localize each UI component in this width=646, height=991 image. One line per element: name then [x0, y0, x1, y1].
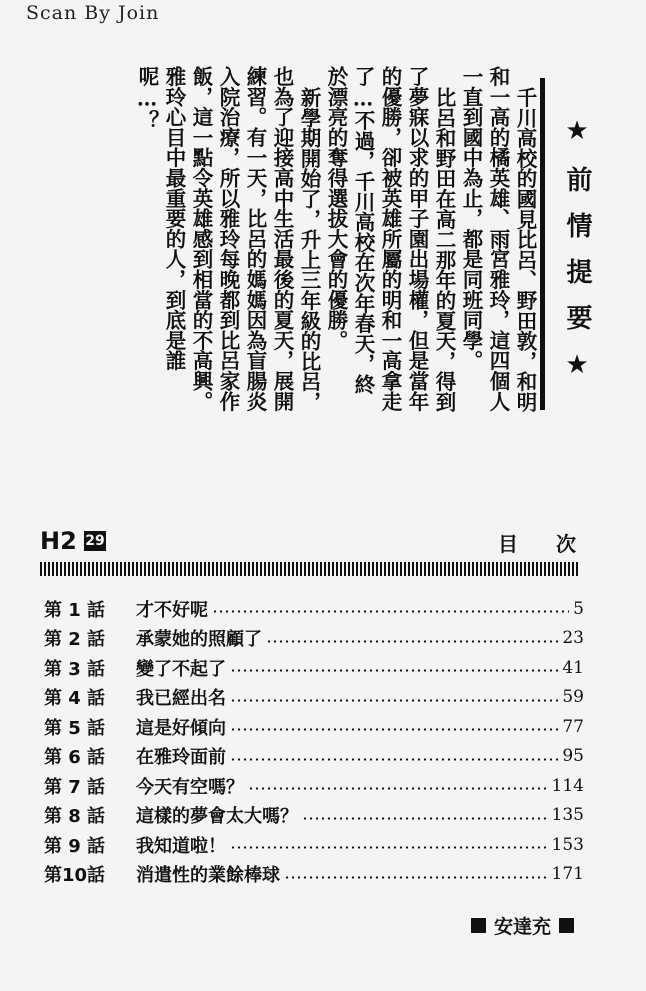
episode-number: 第 9 話 [44, 835, 106, 857]
synopsis-paragraph: 比呂和野田在高二那年的夏天，得到了夢寐以求的甲子園出場權，但是當年的優勝，卻被英雄所屬的明和一高拿走了…不過，千川高校在次年春天，終於漂亮的奪得選拔大會的優勝。 [324, 66, 456, 412]
episode-title: 變了不起了 [136, 658, 226, 680]
episode-number: 第 3 話 [44, 658, 106, 680]
episode-page: 41 [562, 657, 584, 678]
dot-leader [212, 610, 569, 613]
author-credit [463, 912, 582, 939]
volume-badge: 29 [85, 533, 105, 549]
episode-title: 這是好傾向 [136, 717, 226, 739]
toc-entry[interactable] [44, 830, 584, 860]
episode-number: 第10話 [44, 865, 106, 887]
toc-entry[interactable] [44, 712, 584, 742]
episode-page: 171 [551, 864, 584, 885]
dot-leader [284, 876, 548, 879]
episode-number: 第 4 話 [44, 688, 106, 710]
episode-page: 135 [551, 805, 584, 826]
dot-leader [266, 640, 558, 643]
episode-page: 95 [562, 746, 584, 767]
toc-entry[interactable] [44, 742, 584, 772]
episode-title: 在雅玲面前 [136, 747, 226, 769]
episode-page: 23 [562, 628, 584, 649]
square-bullet-icon [559, 918, 574, 933]
episode-title: 這樣的夢會太大嗎？ [136, 806, 298, 828]
episode-title: 承蒙她的照顧了 [136, 629, 262, 651]
synopsis-paragraph: 新學期開始了，升上三年級的比呂，也為了迎接高中生活最後的夏天，展開練習。有一天，比呂的媽媽因為盲腸炎入院治療，所以雅玲每晚都到比呂家作飯，這一點令英雄感到相當的不高興。雅玲心目中最重要的人，到底是誰呢…？ [135, 66, 321, 412]
episode-page: 153 [551, 834, 584, 855]
synopsis-paragraph: 千川高校的國見比呂、野田敦，和明和一高的橘英雄、雨宮雅玲，這四個人一直到國中為止，都是同班同學。 [459, 66, 537, 412]
episode-number: 第 1 話 [44, 599, 106, 621]
toc-entry[interactable] [44, 653, 584, 683]
synopsis-text [50, 66, 538, 414]
author-name: 安達充 [493, 916, 551, 938]
dot-leader [230, 846, 548, 849]
table-of-contents [44, 594, 584, 889]
episode-number: 第 6 話 [44, 747, 106, 769]
toc-entry[interactable] [44, 860, 584, 890]
episode-number: 第 8 話 [44, 806, 106, 828]
episode-page: 77 [562, 716, 584, 737]
synopsis-title: ★前情提要★ [562, 116, 592, 400]
toc-header [40, 527, 614, 556]
episode-title: 我知道啦！ [136, 835, 226, 857]
dot-leader [230, 728, 558, 731]
square-bullet-icon [471, 918, 486, 933]
episode-number: 第 7 話 [44, 776, 106, 798]
episode-number: 第 2 話 [44, 629, 106, 651]
dot-leader [302, 817, 548, 820]
episode-page: 5 [573, 598, 584, 619]
toc-entry[interactable] [44, 771, 584, 801]
toc-divider [40, 562, 580, 576]
episode-title: 消遣性的業餘棒球 [136, 865, 280, 887]
episode-title: 才不好呢 [136, 599, 208, 621]
dot-leader [230, 669, 558, 672]
scan-credit: Scan By Join [26, 2, 160, 24]
episode-page: 59 [562, 687, 584, 708]
toc-entry[interactable] [44, 594, 584, 624]
episode-title: 我已經出名 [136, 688, 226, 710]
episode-title: 今天有空嗎？ [136, 776, 244, 798]
dot-leader [230, 699, 558, 702]
toc-entry[interactable] [44, 683, 584, 713]
toc-entry[interactable] [44, 624, 584, 654]
synopsis-divider [540, 78, 545, 410]
dot-leader [230, 758, 558, 761]
series-logo: H2 [40, 527, 77, 555]
episode-page: 114 [551, 775, 584, 796]
contents-heading: 目次 [498, 532, 614, 556]
dot-leader [248, 787, 548, 790]
toc-entry[interactable] [44, 801, 584, 831]
episode-number: 第 5 話 [44, 717, 106, 739]
